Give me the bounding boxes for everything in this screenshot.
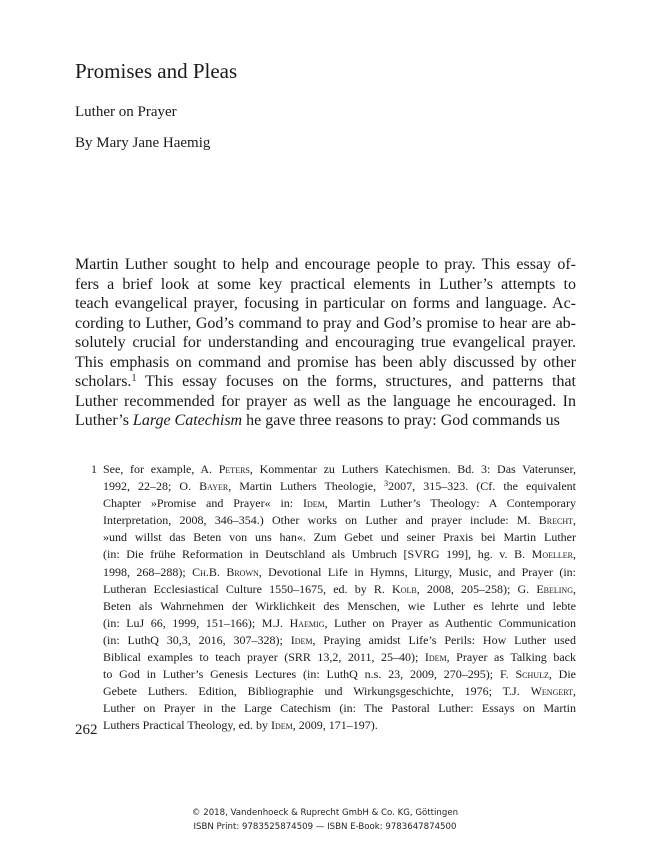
footnote-line <box>103 666 576 683</box>
emphasis-text: Large Catechism <box>132 412 243 429</box>
author-name: Idem <box>290 632 313 647</box>
author-name: M.J. Haemig <box>261 615 325 630</box>
body-line <box>75 372 576 392</box>
page-number: 262 <box>75 722 98 738</box>
footnote-line <box>103 478 576 495</box>
author-name: Idem <box>302 496 325 511</box>
chapter-author: By Mary Jane Haemig <box>75 135 211 151</box>
author-name: Brecht <box>538 513 573 528</box>
author-name: Ch.B. Brown <box>192 564 259 579</box>
author-name: Schulz <box>515 667 549 682</box>
footnote-segment: , Praying amidst Life’s Perils: How Luther used <box>312 632 576 647</box>
body-line: Martin Luther sought to help and encourage people to pray. This essay of- <box>75 256 576 273</box>
footnote-line <box>103 564 576 581</box>
footnote-segment: Biblical examples to teach prayer (SRR 13,2, 2011, 25–40); <box>103 650 425 665</box>
body-paragraph <box>75 255 576 431</box>
author-name: Ebeling <box>536 581 573 596</box>
footnote-segment: Chapter »Promise and Prayer« in: <box>103 496 303 511</box>
chapter-subtitle: Luther on Prayer <box>75 104 177 120</box>
footnote-segment: Luthers Practical Theology, ed. by <box>103 718 271 733</box>
footnote-segment: Gebete Luthers. Edition, Bibliographie und Wirkungsgeschichte, 1976; T.J. <box>103 684 531 699</box>
footnote-segment: Interpretation, 2008, 346–354.) Other works on Luther and prayer include: M. <box>103 513 539 528</box>
footnote-text <box>103 461 576 735</box>
footnote-line: Beten als Wahrnehmen der Wirklichkeit des Menschen, wie Luther es lehrte und lebte <box>103 598 576 613</box>
footnote-segment: 1998, 268–288); <box>103 564 193 579</box>
footnote-segment: , Prayer as Talking back <box>446 650 576 665</box>
author-name: Idem <box>270 718 293 733</box>
footnote-segment: , 2009, 171–197). <box>292 718 378 733</box>
footnote-segment: , Die <box>548 667 576 682</box>
body-line <box>75 411 576 431</box>
body-line: solutely crucial for understanding and encouraging true evangelical prayer. <box>75 334 576 351</box>
body-line: teach evangelical prayer, focusing in particular on forms and language. Ac- <box>75 295 576 312</box>
footnote-line <box>103 495 576 512</box>
footnote-segment: , <box>573 581 576 596</box>
footnote-line <box>103 581 576 598</box>
footnote-segment: 1992, 22–28; O. <box>103 479 200 494</box>
body-text-segment: he gave three reasons to pray: God commands us <box>242 412 560 429</box>
footnote-segment: , Martin Luther’s Theology: A Contemporary <box>324 496 576 511</box>
author-name: Wengert <box>530 684 573 699</box>
body-line: fers a brief look at some key practical elements in Luther’s attempts to <box>75 275 576 293</box>
footnote-number: 1 <box>91 462 97 476</box>
edition-superscript: 3 <box>384 479 389 489</box>
footnote-line: Luther on Prayer in the Large Catechism (in: The Pastoral Luther: Essays on Martin <box>103 701 576 716</box>
footnote-line <box>103 683 576 700</box>
copyright-notice <box>0 806 650 834</box>
author-name: Peters <box>218 462 250 476</box>
body-text-segment: This essay focuses on the forms, structures, and patterns that <box>136 373 576 390</box>
footnote-segment: 2007, 315–323. (Cf. the equivalent <box>388 479 577 494</box>
footnote-line: »und willst das Beten von uns han«. Zum Gebet und seiner Praxis bei Martin Luther <box>103 530 576 545</box>
body-line: This emphasis on command and promise has been ably discussed by other <box>75 353 576 371</box>
footnote-segment: Lutheran Ecclesiastical Culture 1550–1675, ed. by R. <box>103 581 393 596</box>
body-text-segment: Luther’s <box>75 412 133 429</box>
author-name: Moeller <box>531 547 573 562</box>
footnote-segment: to God in Luther’s Genesis Lectures (in: LuthQ n.s. 23, 2009, 270–295); F. <box>103 667 516 682</box>
author-name: Kolb <box>392 581 417 596</box>
footnote-segment: , Luther on Prayer as Authentic Communication <box>324 615 576 630</box>
footnote-segment: (in: Die frühe Reformation in Deutschland als Umbruch [SVRG 199], hg. v. B. <box>103 547 532 562</box>
footnote-segment: , <box>573 513 576 528</box>
body-text-segment: scholars. <box>75 373 132 390</box>
footnote-segment: , <box>573 547 576 562</box>
footnote-line <box>103 632 576 649</box>
chapter-title: Promises and Pleas <box>75 59 238 83</box>
footnote-line <box>103 546 576 563</box>
author-name: Idem <box>424 650 447 665</box>
body-line: Luther recommended for prayer as well as the language he encouraged. In <box>75 392 576 410</box>
footnote-segment: , 2008, 205–258); G. <box>416 581 537 596</box>
author-name: Bayer <box>199 479 229 494</box>
footnote-line <box>103 512 576 529</box>
footnote-segment: , Martin Luthers Theologie, <box>228 479 385 494</box>
footnote-segment: (in: LuthQ 30,3, 2016, 307–328); <box>103 632 291 647</box>
body-line: cording to Luther, God’s command to pray and God’s promise to hear are ab- <box>75 314 576 332</box>
footnote-segment: , <box>573 684 576 699</box>
footnote-segment: , Kommentar zu Luthers Katechismen. Bd. 3: Das Vaterunser, <box>249 462 576 476</box>
footnote-line <box>103 615 576 632</box>
footnote-reference[interactable]: 1 <box>131 373 137 384</box>
isbn-line: ISBN Print: 9783525874509 — ISBN E-Book: 9783647874500 <box>193 822 457 832</box>
copyright-line: © 2018, Vandenhoeck & Ruprecht GmbH & Co. KG, Göttingen <box>191 808 459 818</box>
footnote-line <box>103 461 576 478</box>
footnote-segment: (in: LuJ 66, 1999, 151–166); <box>103 615 262 630</box>
footnote-segment: See, for example, A. <box>103 462 219 476</box>
footnote-segment: , Devotional Life in Hymns, Liturgy, Music, and Prayer (in: <box>258 564 576 579</box>
footnote-line <box>103 649 576 666</box>
footnote-line <box>103 717 576 734</box>
